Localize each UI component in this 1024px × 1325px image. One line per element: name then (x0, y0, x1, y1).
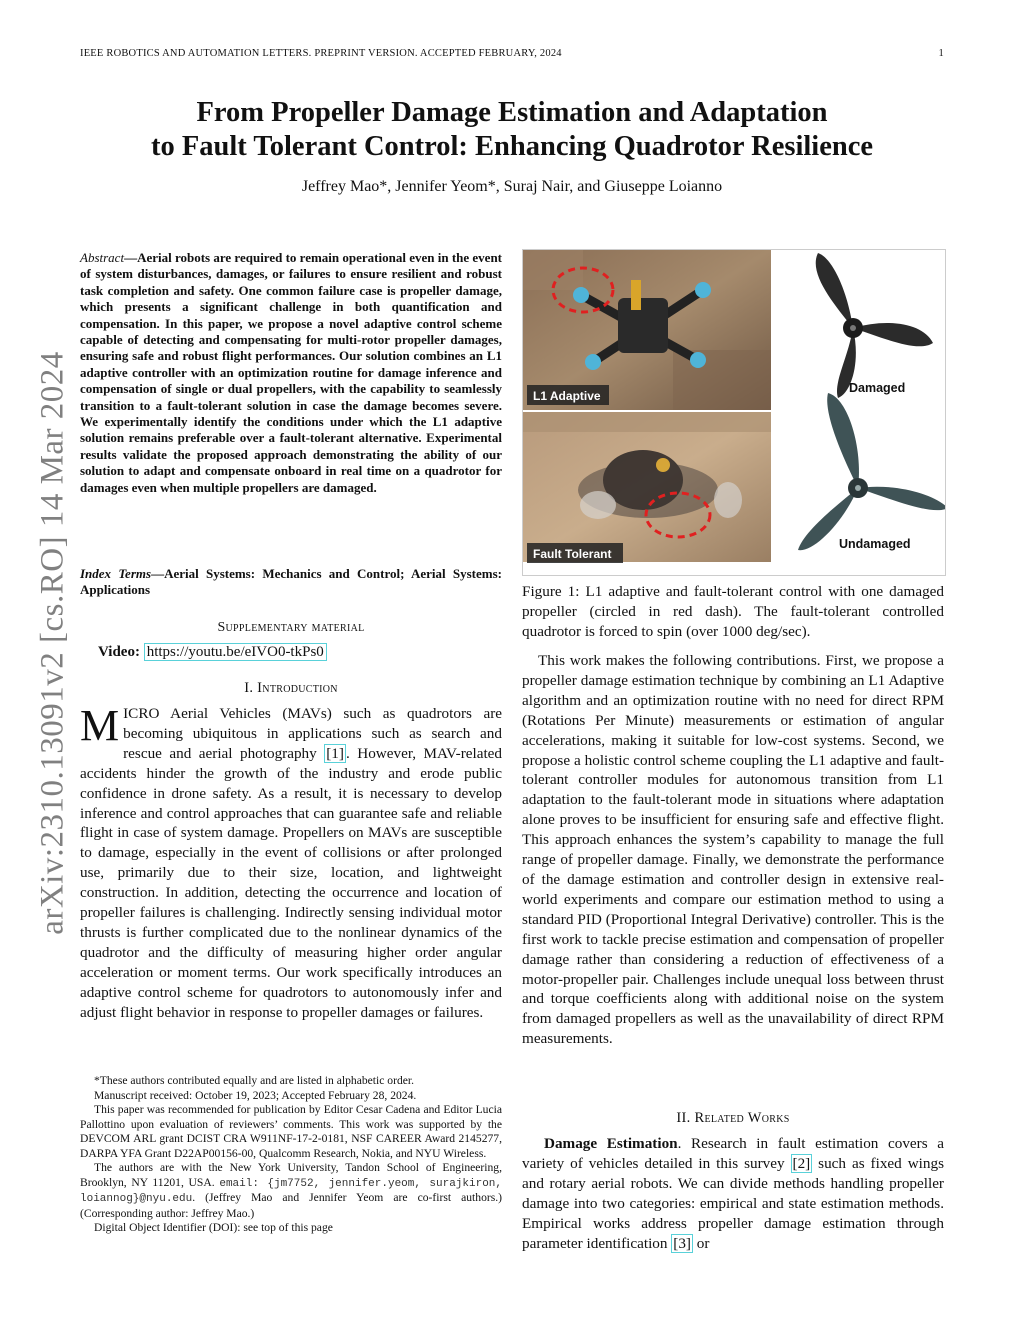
index-terms-label: Index Terms (80, 566, 152, 581)
video-line: Video: https://youtu.be/eIVO0-tkPs0 (98, 644, 327, 661)
abstract-label: Abstract (80, 250, 125, 265)
intro-paragraph (80, 701, 503, 1023)
propeller-panel (773, 250, 945, 562)
title-line-1: From Propeller Damage Estimation and Adaptation (196, 97, 828, 128)
abstract (80, 250, 502, 496)
related-works-heading: II. Related Works (676, 1110, 790, 1126)
citation-3[interactable]: [3] (673, 1234, 691, 1252)
footnotes (80, 1074, 502, 1236)
intro-heading: I. Introduction (244, 680, 338, 696)
supplementary-heading: Supplementary material (217, 620, 365, 635)
running-head-text: IEEE ROBOTICS AND AUTOMATION LETTERS. PREPRINT VERSION. ACCEPTED FEBRUARY, 2024 (80, 48, 562, 59)
l1-adaptive-photo (523, 250, 771, 410)
label-undamaged: Undamaged (839, 537, 911, 551)
damage-estimation-lead: Damage Estimation (544, 1135, 678, 1152)
arxiv-stamp-text: arXiv:2310.13091v2 [cs.RO] 14 Mar 2024 (34, 351, 71, 935)
label-l1-adaptive: L1 Adaptive (533, 389, 601, 403)
intro-text-a: ICRO Aerial Vehicles (MAVs) such as quadrotors are becoming ubiquitous in applications such as search and rescue and aerial photography (123, 705, 502, 762)
arxiv-stamp (18, 343, 88, 943)
drop-cap: M (80, 701, 120, 750)
related-works-paragraph: Damage Estimation. Research in fault estimation covers a variety of vehicles detailed in this survey [2] such as fixed wings and rotary aerial robots. We can divide methods handling propeller damage into two categories: empirical and state estimation methods. Empirical works address propeller damage estimation through parameter identification [3] or (522, 1135, 944, 1252)
figure-caption: Figure 1: L1 adaptive and fault-tolerant control with one damaged propeller (circled in red dash). The fault-tolerant controlled quadrotor is forced to spin (over 1000 deg/sec). (522, 583, 944, 640)
video-link[interactable]: https://youtu.be/eIVO0-tkPs0 (144, 643, 327, 661)
contributions-text: This work makes the following contributions. First, we propose a propeller damage estimation technique by combining an L1 Adaptive algorithm and an optimization routine with no need for direct RPM (Rotations Per Minute) measurements or estimation of angular accelerations, making it suitable for low-cost systems. Second, we propose a holistic control scheme coupling the L1 adaptive and fault-tolerant controller modules for autonomous transition from L1 adaptation to the fault-tolerant mode in situations where adaptation alone proves to be insufficient for ensuring safe and effective flight. This approach enhances the system’s capability to manage the full range of propeller damage. Finally, we demonstrate the performance of the damage estimation and controller design in extensive real-world experiments and compare our estimation method to using a standard PID (Proportional Integral Derivative) controller. This is the first work to tackle precise estimation and compensation of propeller damage rather than considering a reduction of effectiveness of a motor-propeller pair. Challenges include unequal loss between thrust and torque coefficients along with additional noise on the system from damaged propellers as well as the unavailability of direct RPM measurements. (522, 652, 944, 1048)
figure-1 (522, 249, 946, 576)
footnote-equal: *These authors contributed equally and are listed in alphabetic order. (94, 1074, 415, 1087)
title-line-2: to Fault Tolerant Control: Enhancing Quadrotor Resilience (150, 131, 874, 162)
index-terms (80, 566, 502, 599)
video-label: Video (98, 644, 135, 660)
fault-tolerant-photo (523, 412, 771, 563)
footnote-received: Manuscript received: October 19, 2023; Accepted February 28, 2024. (94, 1088, 417, 1102)
footnote-affiliation: The authors are with the New York University, Tandon School of Engineering, Brooklyn, NY 11201, USA. email: {jm7752, jennifer.yeom, surajkiron, loiannog}@nyu.edu. (Jeffrey Mao and Jennifer Yeom are co-first authors.) (Corresponding author: Jeffrey Mao.) (80, 1161, 503, 1220)
citation-2[interactable]: [2] (792, 1154, 811, 1172)
abstract-text: —Aerial robots are required to remain operational even in the event of system disturbances, damages, or failures to ensure resilient and robust task completion and safety. One common failure case is propeller damage, which presents a significant challenge in both quantification and compensation. In this paper, we propose a novel adaptive control scheme capable of detecting and compensating for multi-rotor propeller damages, ensuring safe and robust flight performances. Our solution combines an L1 adaptive controller with an optimization routine for damage inference and compensation of single or dual propellers, with the capability to seamlessly transition to a fault-tolerant solution in case the damage becomes severe. We experimentally identify the conditions under which the L1 adaptive solution remains preferable over a fault-tolerant alternative. Experimental results validate the proposed approach demonstrating the ability of our solution to adapt and compensate onboard in real time on a quadrotor for damages even when multiple propellers are damaged. (80, 250, 502, 495)
footnote-doi: Digital Object Identifier (DOI): see top of this page (94, 1221, 333, 1234)
label-damaged: Damaged (849, 381, 906, 395)
label-fault-tolerant: Fault Tolerant (533, 547, 612, 561)
figure-1-graphic (523, 250, 945, 575)
contributions-paragraph (522, 651, 944, 1049)
citation-1[interactable]: [1] (326, 744, 344, 762)
email-list: email: {jm7752, jennifer.yeom, surajkiron, loiannog}@nyu.edu (80, 1177, 503, 1205)
footnote-recommended: This paper was recommended for publication by Editor Cesar Cadena and Editor Lucia Pallottino upon evaluation of reviewers’ comments. This work was supported by the DEVCOM ARL grant DCIST CRA W911NF-17-2-0181, NSF CAREER Award 2145277, DARPA YFA Grant D22AP00156-00, Qualcomm Research, Nokia, and NYU Wireless. (80, 1103, 502, 1160)
paper-title (80, 96, 944, 164)
running-head (80, 48, 944, 59)
author-list: Jeffrey Mao*, Jennifer Yeom*, Suraj Nair, and Giuseppe Loianno (301, 178, 723, 195)
page-number: 1 (938, 48, 944, 59)
intro-text-b: . However, MAV-related accidents hinder the growth of the industry and erode public confidence in drone safety. As a result, it is necessary to develop inference and control approaches that can guarantee safe and reliable flight in case of system damage. Propellers on MAVs are susceptible to damage, especially in the event of collisions or after prolonged use, primarily due to their size, location, and lightweight construction. In addition, detecting the occurrence and location of propeller failures is challenging. Indirectly sensing individual motor thrusts is further complicated due to the nonlinear dynamics of the quadrotor and the difficulty of measuring higher order angular acceleration or moment terms. Our work specifically introduces an adaptive control scheme for quadrotors to autonomously infer and adjust flight behavior in response to propeller damages or failures. (80, 744, 503, 1021)
index-terms-text: —Aerial Systems: Mechanics and Control; Aerial Systems: Applications (80, 566, 502, 598)
